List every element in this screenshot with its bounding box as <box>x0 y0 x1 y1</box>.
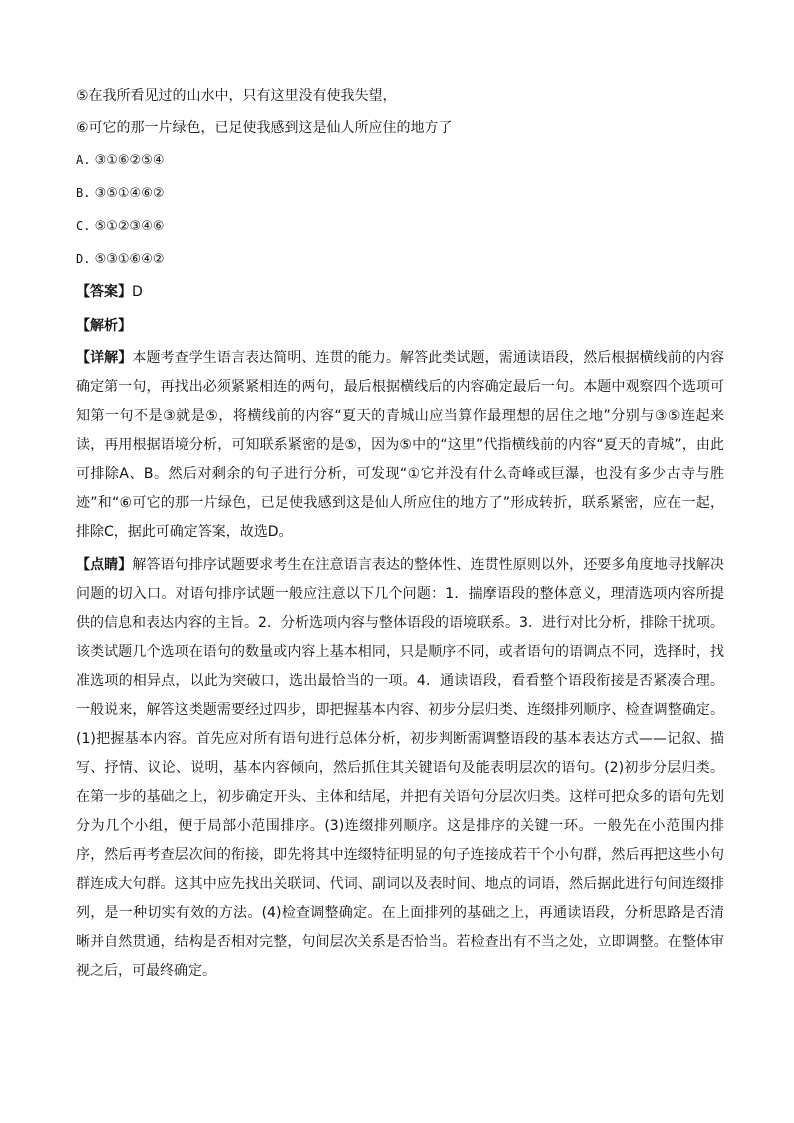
option-c-letter: C. <box>76 219 91 233</box>
option-d <box>76 247 724 272</box>
option-a-text: ③①⑥②⑤④ <box>94 153 165 168</box>
answer-label: 【答案】 <box>76 284 132 300</box>
answer-value: D <box>132 284 143 300</box>
option-b-text: ③⑤①④⑥② <box>94 186 165 201</box>
option-b <box>76 181 724 206</box>
sentence-6: ⑥可它的那一片绿色，已足使我感到这是仙人所应住的地方了 <box>76 120 453 136</box>
point-text: 解答语句排序试题要求考生在注意语言表达的整体性、连贯性原则以外，还要多角度地寻找解决问题的切入口。对语句排序试题一般应注意以下几个问题：1．揣摩语段的整体意义，理清选项内容所提供的信息和表达内容的主旨。2．分析选项内容与整体语段的语境联系。3．进行对比分析，排除干扰项。该类试题几个选项在语句的数量或内容上基本相同，只是顺序不同，或者语句的语调点不同，选择时，找准选项的相异点，以此为突破口，选出最恰当的一项。4．通读语段，看看整个语段衔接是否紧凑合理。一般说来，解答这类题需要经过四步，即把握基本内容、初步分层归类、连缀排列顺序、检查调整确定。(1)把握基本内容。首先应对所有语句进行总体分析，初步判断需调整语段的基本表达方式——记叙、描写、抒情、议论、说明，基本内容倾向，然后抓住其关键语句及能表明层次的语句。(2)初步分层归类。在第一步的基础之上，初步确定开头、主体和结尾，并把有关语句分层次归类。这样可把众多的语句先划分为几个小组，便于局部小范围排序。(3)连缀排列顺序。这是排序的关键一环。一般先在小范围内排序，然后再考查层次间的衔接，即先将其中连缀特征明显的句子连接成若干个小句群，然后再把这些小句群连成大句群。这其中应先找出关联词、代词、副词以及表时间、地点的词语，然后据此进行句间连缀排列，是一种切实有效的方法。(4)检查调整确定。在上面排列的基础之上，再通读语段，分析思路是否清晰并自然贯通，结构是否相对完整，句间层次关系是否恰当。若检查出有不当之处，立即调整。在整体审视之后，可最终确定。 <box>76 557 725 979</box>
analysis-line <box>76 312 724 340</box>
analysis-label: 【解析】 <box>76 318 132 334</box>
point-paragraph <box>76 551 724 986</box>
document-page <box>76 80 724 986</box>
option-a-letter: A. <box>76 153 91 167</box>
sentence-5: ⑤在我所看见过的山水中，只有这里没有使我失望， <box>76 88 397 104</box>
answer-line <box>76 278 724 306</box>
option-b-letter: B. <box>76 186 91 200</box>
option-c <box>76 214 724 239</box>
option-c-text: ⑤①②③④⑥ <box>94 219 165 234</box>
detail-text: 本题考查学生语言表达简明、连贯的能力。解答此类试题，需通读语段，然后根据横线前的内容确定第一句，再找出必须紧紧相连的两句，最后根据横线后的内容确定最后一句。本题中观察四个选项可知第一句不是③就是⑤，将横线前的内容“夏天的青城山应当算作最理想的居住之地”分别与③⑤连起来读，再用根据语境分析，可知联系紧密的是⑤，因为⑤中的“这里”代指横线前的内容“夏天的青城”，由此可排除A、B。然后对剩余的句子进行分析，可发现“①它并没有什么奇峰或巨瀑，也没有多少古寺与胜迹”和“⑥可它的那一片绿色，已足使我感到这是仙人所应住的地方了”形成转折，联系紧密，应在一起，排除C，据此可确定答案，故选D。 <box>76 350 725 540</box>
detail-paragraph <box>76 344 724 547</box>
point-label: 【点睛】 <box>76 557 133 573</box>
option-a <box>76 148 724 173</box>
option-d-text: ⑤③①⑥④② <box>94 252 165 267</box>
detail-label: 【详解】 <box>76 350 133 366</box>
option-d-letter: D. <box>76 252 91 266</box>
